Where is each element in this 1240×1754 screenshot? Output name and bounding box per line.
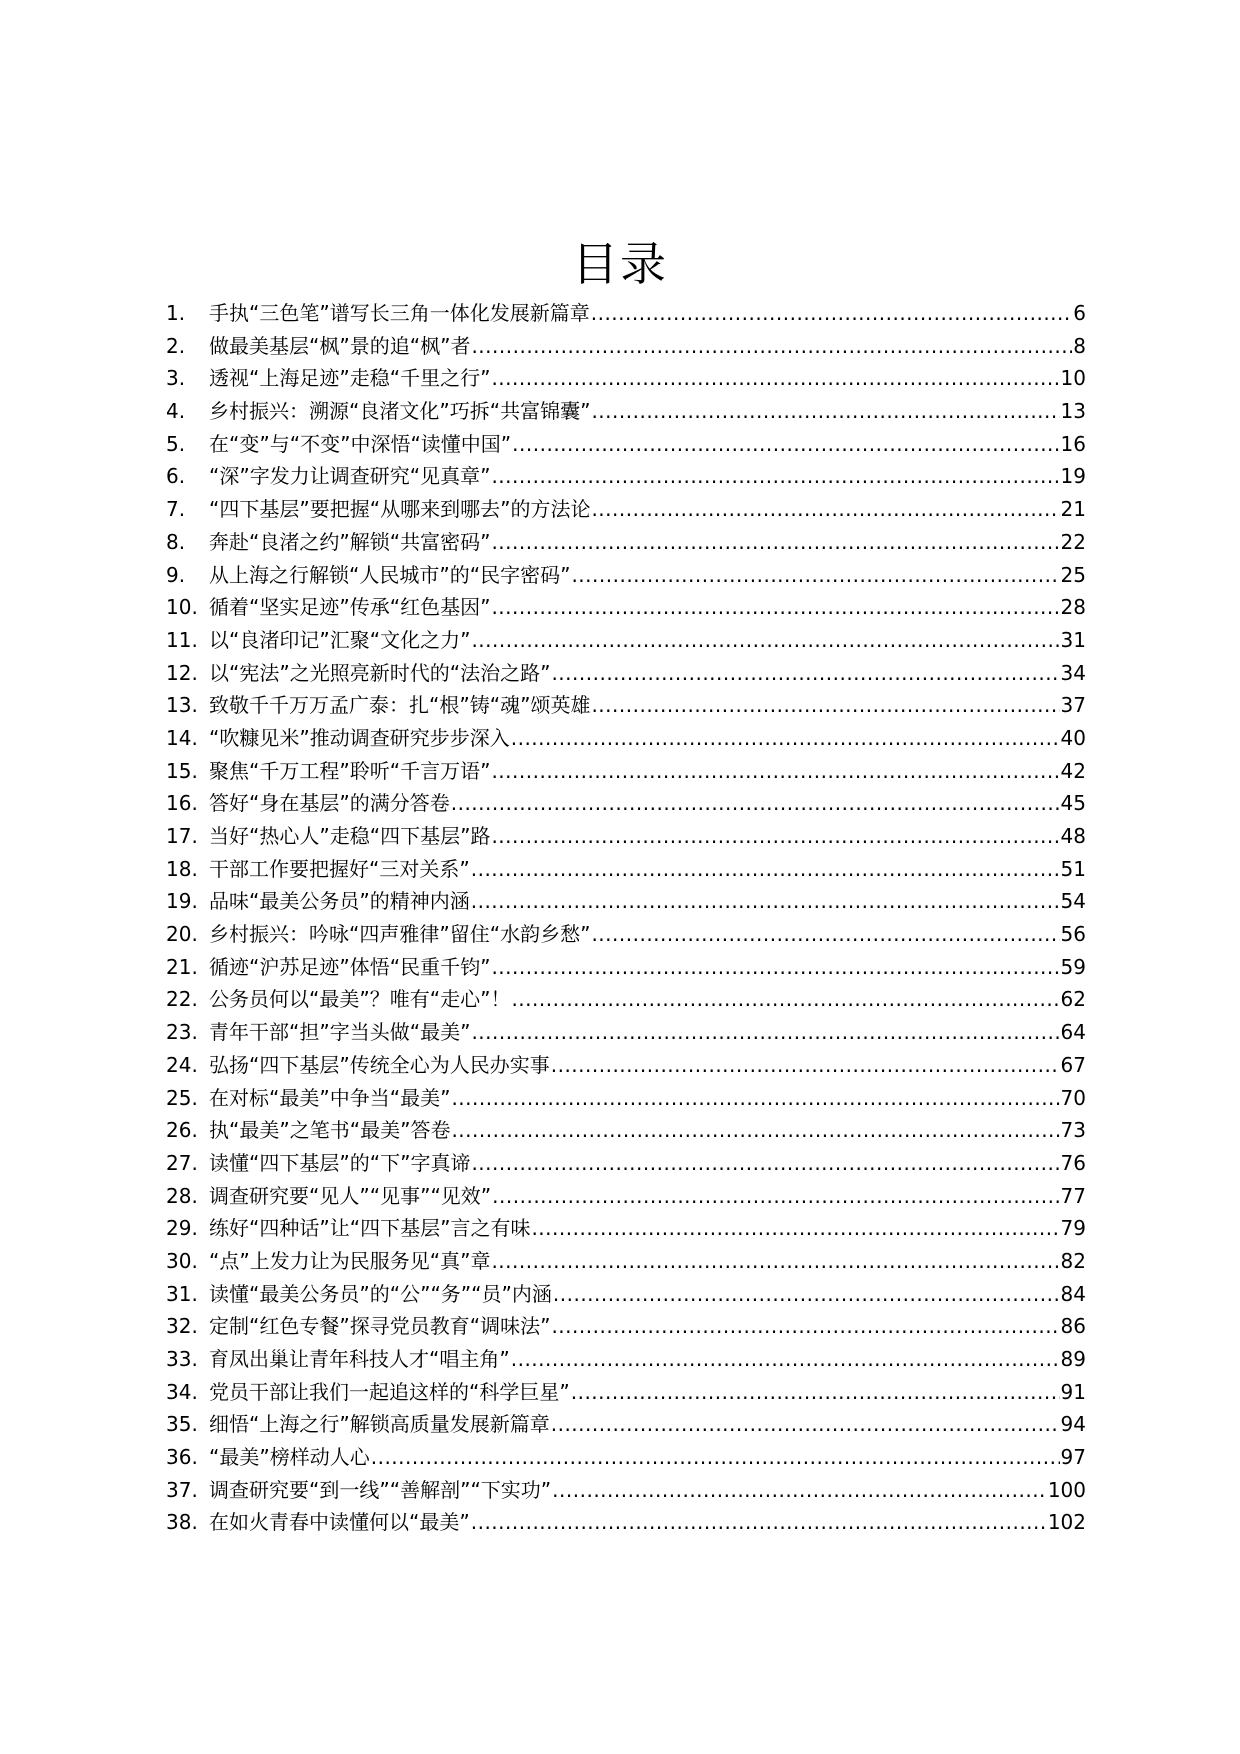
toc-entry[interactable] xyxy=(166,787,1086,820)
toc-entry-number: 8. xyxy=(166,529,186,554)
toc-entry-page-number: 37 xyxy=(1060,693,1086,718)
toc-entry-page-number: 76 xyxy=(1060,1150,1086,1175)
toc-dot-leader xyxy=(591,395,1059,428)
toc-dot-leader xyxy=(571,559,1059,592)
toc-entry-number: 21. xyxy=(166,954,198,979)
toc-entry-page-number: 82 xyxy=(1060,1248,1086,1273)
toc-entry-number: 7. xyxy=(166,497,186,522)
toc-entry[interactable] xyxy=(166,395,1086,428)
toc-entry-title: “四下基层”要把握“从哪来到哪去”的方法论 xyxy=(209,497,591,522)
toc-entry-title: 弘扬“四下基层”传统全心为人民办实事 xyxy=(209,1052,550,1077)
toc-entry-number: 6. xyxy=(166,464,186,489)
toc-entry-title: 循着“坚实足迹”传承“红色基因” xyxy=(209,595,491,620)
toc-entry[interactable] xyxy=(166,1310,1086,1343)
toc-entry[interactable] xyxy=(166,1506,1086,1539)
toc-entry-title: 公务员何以“最美”？唯有“走心”！ xyxy=(209,987,511,1012)
toc-entry-title: “深”字发力让调查研究“见真章” xyxy=(209,464,491,489)
toc-entry-title: 聚焦“千万工程”聆听“千言万语” xyxy=(209,758,491,783)
toc-entry-number: 24. xyxy=(166,1052,198,1077)
toc-entry-page-number: 102 xyxy=(1047,1510,1086,1535)
toc-entry-title: 乡村振兴：吟咏“四声雅律”留住“水韵乡愁” xyxy=(209,922,591,947)
toc-entry-title: 乡村振兴：溯源“良渚文化”巧拆“共富锦囊” xyxy=(209,399,591,424)
toc-dot-leader xyxy=(491,362,1059,395)
toc-entry[interactable] xyxy=(166,1212,1086,1245)
toc-entry-title: 致敬千千万万孟广泰：扎“根”铸“魂”颂英雄 xyxy=(209,693,591,718)
toc-entry-number: 34. xyxy=(166,1379,198,1404)
toc-entry-title: 读懂“最美公务员”的“公”“务”“员”内涵 xyxy=(209,1281,552,1306)
toc-entry[interactable] xyxy=(166,559,1086,592)
toc-entry-page-number: 40 xyxy=(1060,725,1086,750)
toc-entry-title: “吹糠见米”推动调查研究步步深入 xyxy=(209,725,510,750)
toc-entry-page-number: 10 xyxy=(1060,366,1086,391)
toc-entry[interactable] xyxy=(166,1082,1086,1115)
toc-entry-page-number: 89 xyxy=(1060,1347,1086,1371)
toc-entry-title: 在“变”与“不变”中深悟“读懂中国” xyxy=(209,431,512,456)
toc-entry-title: 定制“红色专餐”探寻党员教育“调味法” xyxy=(209,1314,551,1339)
toc-entry-number: 26. xyxy=(166,1118,198,1143)
toc-dot-leader xyxy=(512,428,1059,461)
toc-entry-title: 以“宪法”之光照亮新时代的“法治之路” xyxy=(209,660,551,685)
toc-entry-title: 答好“身在基层”的满分答卷 xyxy=(209,791,450,816)
toc-dot-leader xyxy=(591,918,1059,951)
toc-entry[interactable] xyxy=(166,853,1086,886)
toc-entry-title: 从上海之行解锁“人民城市”的“民字密码” xyxy=(209,562,571,587)
toc-entry-title: 在对标“最美”中争当“最美” xyxy=(209,1085,451,1110)
toc-dot-leader xyxy=(491,951,1059,984)
toc-dot-leader xyxy=(451,1082,1059,1115)
toc-entry-number: 32. xyxy=(166,1314,198,1339)
toc-entry-title: 品味“最美公务员”的精神内涵 xyxy=(209,889,470,914)
toc-entry-title: 手执“三色笔”谱写长三角一体化发展新篇章 xyxy=(209,301,590,325)
toc-dot-leader xyxy=(371,1441,1060,1474)
toc-entry[interactable] xyxy=(166,493,1086,526)
toc-entry[interactable] xyxy=(166,951,1086,984)
toc-entry[interactable] xyxy=(166,330,1086,363)
toc-entry[interactable] xyxy=(166,297,1086,330)
toc-entry-title: “最美”榜样动人心 xyxy=(209,1445,370,1470)
toc-entry-page-number: 64 xyxy=(1060,1020,1086,1045)
toc-entry[interactable] xyxy=(166,526,1086,559)
toc-entry-title: “点”上发力让为民服务见“真”章 xyxy=(209,1248,491,1273)
toc-dot-leader xyxy=(471,1506,1047,1539)
toc-entry[interactable] xyxy=(166,591,1086,624)
toc-entry[interactable] xyxy=(166,1147,1086,1180)
toc-title: 目录 xyxy=(572,237,668,291)
toc-entry-page-number: 91 xyxy=(1060,1379,1086,1404)
toc-entry-number: 16. xyxy=(166,791,198,816)
toc-entry-page-number: 34 xyxy=(1060,660,1086,685)
toc-dot-leader xyxy=(471,1016,1059,1049)
toc-entry[interactable] xyxy=(166,1376,1086,1409)
toc-dot-leader xyxy=(552,1474,1047,1507)
toc-entry[interactable] xyxy=(166,657,1086,690)
toc-entry[interactable] xyxy=(166,918,1086,951)
toc-dot-leader xyxy=(511,722,1060,755)
toc-dot-leader xyxy=(553,1278,1060,1311)
toc-entry-number: 25. xyxy=(166,1085,198,1110)
toc-entry-page-number: 19 xyxy=(1060,464,1086,489)
toc-entry-number: 35. xyxy=(166,1412,198,1437)
toc-entry-page-number: 22 xyxy=(1060,529,1086,554)
toc-entry-number: 23. xyxy=(166,1020,198,1045)
toc-dot-leader xyxy=(551,657,1059,690)
toc-entry-page-number: 94 xyxy=(1060,1412,1086,1437)
toc-entry-title: 读懂“四下基层”的“下”字真谛 xyxy=(209,1150,471,1175)
toc-entry[interactable] xyxy=(166,1408,1086,1441)
toc-entry-number: 11. xyxy=(166,627,198,652)
toc-entry-title: 育凤出巢让青年科技人才“唱主角” xyxy=(209,1347,510,1371)
toc-entry-title: 干部工作要把握好“三对关系” xyxy=(209,856,470,881)
toc-entry-title: 在如火青春中读懂何以“最美” xyxy=(209,1510,470,1535)
toc-dot-leader xyxy=(551,1310,1059,1343)
toc-dot-leader xyxy=(551,1408,1060,1441)
toc-entry-page-number: 79 xyxy=(1060,1216,1086,1241)
toc-entry[interactable] xyxy=(166,689,1086,722)
toc-entry-page-number: 86 xyxy=(1060,1314,1086,1339)
toc-entry-title: 以“良渚印记”汇聚“文化之力” xyxy=(209,627,471,652)
toc-dot-leader xyxy=(491,591,1059,624)
toc-entry-number: 36. xyxy=(166,1445,198,1470)
toc-entry-page-number: 62 xyxy=(1060,987,1086,1012)
toc-dot-leader xyxy=(471,885,1060,918)
toc-entry[interactable] xyxy=(166,820,1086,853)
toc-dot-leader xyxy=(491,526,1059,559)
toc-dot-leader xyxy=(471,330,1072,363)
toc-entry-number: 19. xyxy=(166,889,198,914)
toc-entry-number: 10. xyxy=(166,595,198,620)
toc-entry-title: 细悟“上海之行”解锁高质量发展新篇章 xyxy=(209,1412,550,1437)
toc-entry-number: 13. xyxy=(166,693,198,718)
toc-entry[interactable] xyxy=(166,1245,1086,1278)
toc-entry-title: 透视“上海足迹”走稳“千里之行” xyxy=(209,366,491,391)
toc-entry-title: 党员干部让我们一起追这样的“科学巨星” xyxy=(209,1379,570,1404)
toc-dot-leader xyxy=(591,297,1073,330)
toc-entry-title: 当好“热心人”走稳“四下基层”路 xyxy=(209,824,491,848)
toc-entry-number: 27. xyxy=(166,1150,198,1175)
toc-entry-page-number: 73 xyxy=(1060,1118,1086,1143)
toc-entry-page-number: 6 xyxy=(1073,301,1086,325)
toc-entry-title: 循迹“沪苏足迹”体悟“民重千钧” xyxy=(209,954,491,979)
toc-dot-leader xyxy=(531,1212,1059,1245)
toc-entry[interactable] xyxy=(166,460,1086,493)
toc-dot-leader xyxy=(491,1245,1059,1278)
toc-entry-title: 执“最美”之笔书“最美”答卷 xyxy=(209,1118,451,1143)
toc-entry-page-number: 84 xyxy=(1060,1281,1086,1306)
toc-dot-leader xyxy=(451,1114,1059,1147)
toc-dot-leader xyxy=(451,787,1060,820)
toc-entry-page-number: 8 xyxy=(1073,333,1086,358)
toc-entry-page-number: 28 xyxy=(1060,595,1086,620)
toc-dot-leader xyxy=(491,755,1059,788)
toc-dot-leader xyxy=(591,493,1059,526)
toc-entry-page-number: 21 xyxy=(1060,497,1086,522)
toc-entry-number: 30. xyxy=(166,1248,198,1273)
toc-entry[interactable] xyxy=(166,983,1086,1016)
toc-entry-title: 奔赴“良渚之约”解锁“共富密码” xyxy=(209,529,491,554)
toc-entry[interactable] xyxy=(166,624,1086,657)
toc-entry-number: 4. xyxy=(166,399,186,424)
toc-entry-number: 5. xyxy=(166,431,186,456)
toc-entry-number: 28. xyxy=(166,1183,198,1208)
toc-entry-number: 38. xyxy=(166,1510,198,1535)
toc-dot-leader xyxy=(551,1049,1060,1082)
toc-entry[interactable] xyxy=(166,1180,1086,1213)
toc-dot-leader xyxy=(471,1147,1059,1180)
toc-entry[interactable] xyxy=(166,722,1086,755)
toc-entry-page-number: 97 xyxy=(1060,1445,1086,1470)
toc-entry[interactable] xyxy=(166,1343,1086,1376)
toc-entry[interactable] xyxy=(166,1114,1086,1147)
toc-entry-number: 14. xyxy=(166,725,198,750)
toc-entry-page-number: 70 xyxy=(1060,1085,1086,1110)
toc-entry[interactable] xyxy=(166,1016,1086,1049)
toc-entry-number: 15. xyxy=(166,758,198,783)
toc-dot-leader xyxy=(471,853,1060,886)
toc-entry[interactable] xyxy=(166,1474,1086,1507)
toc-entry-page-number: 16 xyxy=(1060,431,1086,456)
toc-entry-number: 33. xyxy=(166,1347,198,1371)
toc-entry-number: 20. xyxy=(166,922,198,947)
toc-entry-number: 17. xyxy=(166,824,198,848)
toc-entry-number: 3. xyxy=(166,366,186,391)
toc-entry[interactable] xyxy=(166,755,1086,788)
toc-entry[interactable] xyxy=(166,362,1086,395)
toc-entry-page-number: 100 xyxy=(1047,1477,1086,1502)
toc-entry-number: 1. xyxy=(166,301,186,325)
toc-entry-page-number: 56 xyxy=(1060,922,1086,947)
toc-list xyxy=(166,297,1086,1539)
toc-entry-page-number: 77 xyxy=(1060,1183,1086,1208)
toc-entry-page-number: 54 xyxy=(1060,889,1086,914)
toc-dot-leader xyxy=(511,983,1059,1016)
toc-entry-number: 9. xyxy=(166,562,186,587)
toc-entry-page-number: 31 xyxy=(1060,627,1086,652)
toc-dot-leader xyxy=(491,460,1059,493)
toc-entry-title: 调查研究要“到一线”“善解剖”“下实功” xyxy=(209,1477,552,1502)
toc-dot-leader xyxy=(591,689,1059,722)
toc-entry[interactable] xyxy=(166,1049,1086,1082)
toc-entry-number: 37. xyxy=(166,1477,198,1502)
toc-entry-number: 22. xyxy=(166,987,198,1012)
toc-entry[interactable] xyxy=(166,428,1086,461)
toc-entry-title: 练好“四种话”让“四下基层”言之有味 xyxy=(209,1216,531,1241)
toc-dot-leader xyxy=(491,820,1059,853)
toc-entry-page-number: 42 xyxy=(1060,758,1086,783)
toc-entry-page-number: 51 xyxy=(1060,856,1086,881)
toc-entry-number: 18. xyxy=(166,856,198,881)
toc-entry-number: 31. xyxy=(166,1281,198,1306)
toc-entry-page-number: 45 xyxy=(1060,791,1086,816)
toc-entry[interactable] xyxy=(166,1278,1086,1311)
toc-entry-page-number: 13 xyxy=(1060,399,1086,424)
toc-entry-page-number: 67 xyxy=(1060,1052,1086,1077)
toc-dot-leader xyxy=(511,1343,1060,1376)
toc-entry-title: 做最美基层“枫”景的追“枫”者 xyxy=(209,333,471,358)
toc-entry-page-number: 48 xyxy=(1060,824,1086,848)
toc-entry[interactable] xyxy=(166,885,1086,918)
toc-entry-number: 29. xyxy=(166,1216,198,1241)
toc-entry-title: 调查研究要“见人”“见事”“见效” xyxy=(209,1183,492,1208)
toc-dot-leader xyxy=(471,624,1059,657)
toc-entry-number: 12. xyxy=(166,660,198,685)
toc-entry-page-number: 59 xyxy=(1060,954,1086,979)
toc-dot-leader xyxy=(571,1376,1060,1409)
toc-entry-number: 2. xyxy=(166,333,186,358)
toc-entry[interactable] xyxy=(166,1441,1086,1474)
toc-entry-page-number: 25 xyxy=(1060,562,1086,587)
toc-entry-title: 青年干部“担”字当头做“最美” xyxy=(209,1020,471,1045)
toc-dot-leader xyxy=(492,1180,1059,1213)
